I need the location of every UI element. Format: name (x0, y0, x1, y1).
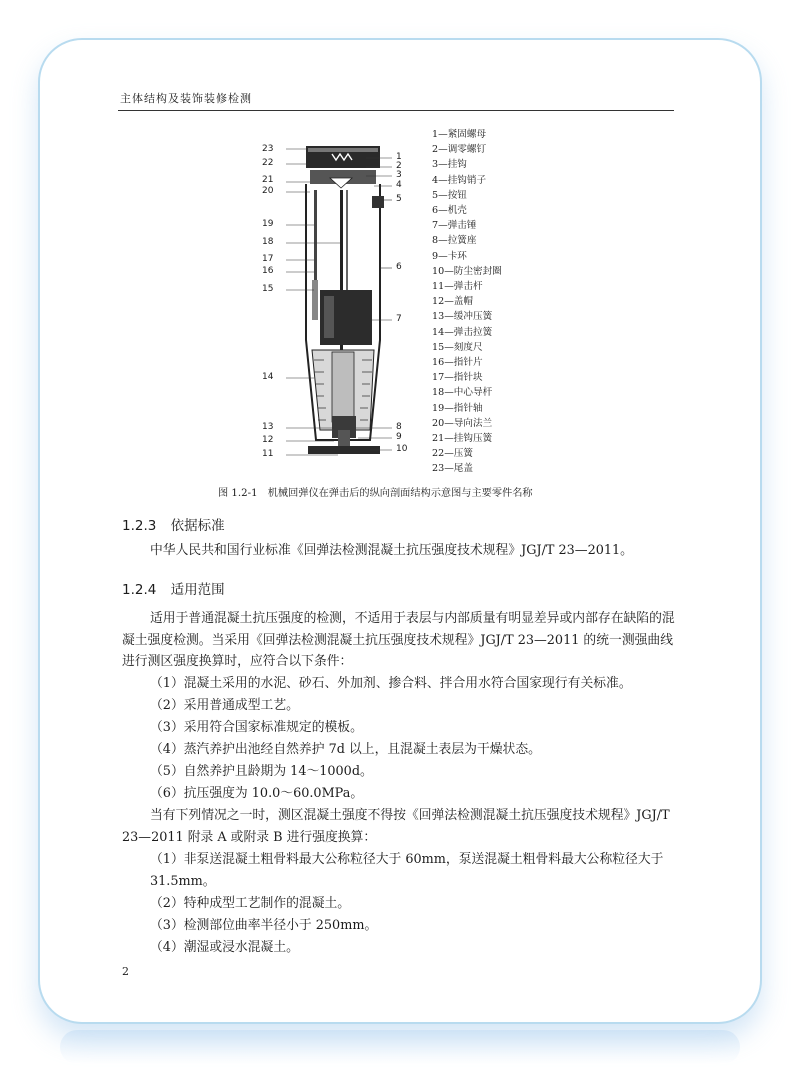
legend-item: 19—指针轴 (432, 402, 483, 414)
legend-item: 1—紧固螺母 (432, 129, 487, 140)
condition-item: （1）混凝土采用的水泥、砂石、外加剂、掺合料、拌合用水符合国家现行有关标准。 (150, 676, 632, 691)
exception-item: （1）非泵送混凝土粗骨料最大公称粒径大于 60mm，泵送混凝土粗骨料最大公称粒径大于 31.5mm。 (150, 852, 664, 889)
paragraph-scope: 适用于普通混凝土抗压强度的检测，不适用于表层与内部质量有明显差异或内部存在缺陷的混凝土强度检测。当采用《回弹法检测混凝土抗压强度技术规程》JGJ/T 23—2011 的统一测强曲线进行测区强度换算时，应符合以下条件： (122, 611, 675, 669)
condition-item: （4）蒸汽养护出池经自然养护 7d 以上，且混凝土表层为干燥状态。 (150, 742, 541, 757)
figure-left-callouts (262, 140, 306, 465)
section-heading-1-2-4 (122, 578, 225, 598)
legend-item: 4—挂钩销子 (432, 174, 487, 186)
legend-item: 5—按钮 (432, 189, 467, 201)
callout-label: 12 (262, 435, 274, 445)
exception-item: （3）检测部位曲率半径小于 250mm。 (150, 918, 378, 933)
legend-item: 18—中心导杆 (432, 387, 493, 399)
parts-legend (432, 127, 502, 477)
callout-label: 22 (262, 158, 274, 168)
legend-item: 7—弹击锤 (432, 220, 477, 232)
legend-item: 3—挂钩 (432, 159, 467, 171)
legend-item: 11—弹击杆 (432, 281, 483, 293)
callout-label: 11 (262, 449, 274, 459)
legend-item: 10—防尘密封圈 (432, 265, 502, 277)
exception-item: （2）特种成型工艺制作的混凝土。 (150, 896, 351, 911)
legend-item: 20—导向法兰 (432, 417, 493, 429)
callout-label: 10 (396, 444, 408, 454)
figure-right-callouts (390, 140, 420, 465)
legend-item: 12—盖帽 (432, 296, 473, 308)
callout-label: 15 (262, 284, 274, 294)
section-title: 适用范围 (170, 582, 225, 598)
condition-item: （6）抗压强度为 10.0～60.0MPa。 (150, 786, 364, 801)
callout-label: 3 (396, 170, 402, 180)
page-number: 2 (122, 965, 129, 978)
condition-item: （5）自然养护且龄期为 14～1000d。 (150, 764, 373, 779)
section-heading-1-2-3 (122, 514, 225, 534)
legend-item: 13—缓冲压簧 (432, 311, 493, 323)
callout-label: 6 (396, 262, 402, 272)
callout-label: 14 (262, 372, 274, 382)
callout-label: 18 (262, 237, 274, 247)
legend-item: 17—指针块 (432, 372, 483, 384)
callout-label: 19 (262, 219, 274, 229)
callout-label: 4 (396, 180, 402, 190)
callout-label: 5 (396, 194, 402, 204)
callout-label: 16 (262, 266, 274, 276)
legend-item: 15—刻度尺 (432, 341, 483, 353)
section-number: 1.2.4 (122, 582, 157, 598)
callout-label: 20 (262, 186, 274, 196)
legend-item: 8—拉簧座 (432, 235, 477, 247)
figure-caption: 图 1.2-1 机械回弹仪在弹击后的纵向剖面结构示意图与主要零件名称 (218, 488, 533, 499)
legend-item: 23—尾盖 (432, 463, 473, 475)
legend-item: 22—压簧 (432, 448, 473, 460)
callout-label: 7 (396, 314, 402, 324)
condition-item: （3）采用符合国家标准规定的模板。 (150, 720, 363, 735)
header-rule (118, 110, 674, 111)
callout-label: 17 (262, 254, 274, 264)
section-number: 1.2.3 (122, 518, 157, 534)
legend-item: 6—机壳 (432, 205, 467, 217)
exception-item: （4）潮湿或浸水混凝土。 (150, 940, 299, 955)
callout-label: 23 (262, 144, 274, 154)
legend-item: 16—指针片 (432, 357, 483, 369)
legend-item: 9—卡环 (432, 250, 467, 262)
callout-label: 9 (396, 432, 402, 442)
paragraph-exceptions: 当有下列情况之一时，测区混凝土强度不得按《回弹法检测混凝土抗压强度技术规程》JGJ/T 23—2011 附录 A 或附录 B 进行强度换算： (122, 808, 670, 845)
callout-label: 2 (396, 161, 402, 171)
callout-label: 13 (262, 422, 274, 432)
running-head: 主体结构及装饰装修检测 (120, 92, 252, 105)
condition-item: （2）采用普通成型工艺。 (150, 698, 299, 713)
callout-label: 21 (262, 175, 274, 185)
frame-shadow (60, 1030, 740, 1064)
legend-item: 21—挂钩压簧 (432, 433, 493, 445)
legend-item: 2—调零螺钉 (432, 144, 487, 156)
callout-label: 8 (396, 422, 402, 432)
callout-label: 1 (396, 152, 402, 162)
legend-item: 14—弹击拉簧 (432, 326, 493, 338)
paragraph-standard: 中华人民共和国行业标准《回弹法检测混凝土抗压强度技术规程》JGJ/T 23—2011。 (150, 543, 633, 558)
section-title: 依据标准 (170, 518, 225, 534)
